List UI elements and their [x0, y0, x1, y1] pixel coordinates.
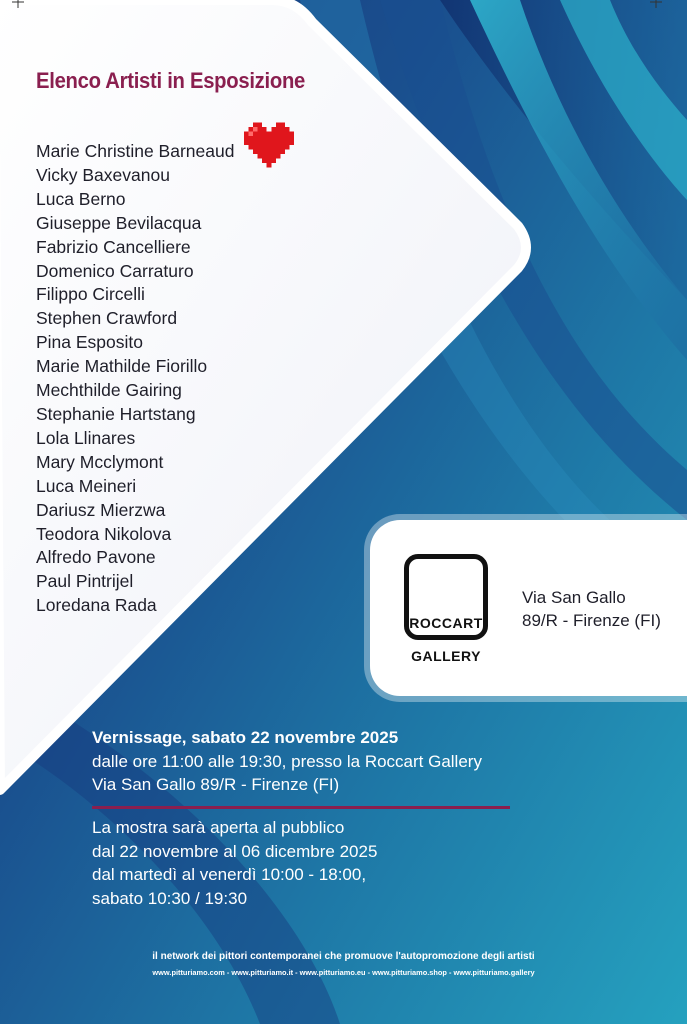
vernissage-line: Via San Gallo 89/R - Firenze (FI)	[92, 775, 340, 794]
gallery-card	[370, 520, 687, 696]
artist-item: Mechthilde Gairing	[36, 380, 182, 401]
artist-list	[36, 140, 234, 618]
opening-line: dal 22 novembre al 06 dicembre 2025	[92, 841, 378, 861]
artist-item: Vicky Baxevanou	[36, 164, 170, 185]
crop-mark-icon	[650, 0, 662, 8]
artist-item: Lola Llinares	[36, 427, 136, 448]
artist-item: Giuseppe Bevilacqua	[36, 212, 202, 233]
artist-item: Luca Meineri	[36, 475, 137, 496]
opening-line: sabato 10:30 / 19:30	[92, 888, 248, 908]
pixel-heart-icon	[244, 122, 294, 168]
gallery-logo	[404, 554, 488, 640]
opening-line: La mostra sarà aperta al pubblico	[92, 818, 345, 837]
logo-subtitle: GALLERY	[411, 648, 481, 664]
artist-item: Alfredo Pavone	[36, 547, 156, 568]
artist-item: Filippo Circelli	[36, 284, 145, 305]
address-line: 89/R - Firenze (FI)	[522, 611, 661, 630]
artist-item: Marie Christine Barneaud	[36, 141, 235, 161]
artist-item: Domenico Carraturo	[36, 260, 194, 281]
crop-mark-icon	[12, 0, 24, 8]
address-line: Via San Gallo	[522, 588, 626, 607]
footer-websites: www.pitturiamo.com - www.pitturiamo.it - www.pitturiamo.eu - www.pitturiamo.shop - www.pitturiamo.gallery	[152, 968, 535, 977]
divider	[92, 806, 510, 809]
artist-item: Mary Mcclymont	[36, 451, 164, 472]
footer-tagline: il network dei pittori contemporanei che promuove l'autopromozione degli artisti	[152, 951, 535, 962]
opening-info	[92, 816, 377, 910]
logo-name: ROCCART	[409, 615, 483, 631]
vernissage-title: Vernissage, sabato 22 novembre 2025	[92, 728, 399, 747]
artist-item: Stephanie Hartstang	[36, 403, 196, 424]
page-title: Elenco Artisti in Esposizione	[36, 68, 306, 93]
artist-item: Loredana Rada	[36, 595, 157, 616]
artist-item: Luca Berno	[36, 188, 126, 209]
vernissage-info	[92, 726, 482, 796]
artist-item: Teodora Nikolova	[36, 523, 172, 544]
artist-item: Stephen Crawford	[36, 308, 178, 329]
artist-item: Pina Esposito	[36, 332, 144, 353]
opening-line: dal martedì al venerdì 10:00 - 18:00,	[92, 865, 367, 884]
vernissage-line: dalle ore 11:00 alle 19:30, presso la Roccart Gallery	[92, 752, 482, 771]
artist-item: Fabrizio Cancelliere	[36, 236, 191, 257]
artist-item: Marie Mathilde Fiorillo	[36, 356, 208, 377]
artist-item: Dariusz Mierzwa	[36, 499, 166, 520]
gallery-address	[522, 586, 661, 632]
artist-item: Paul Pintrijel	[36, 571, 134, 592]
